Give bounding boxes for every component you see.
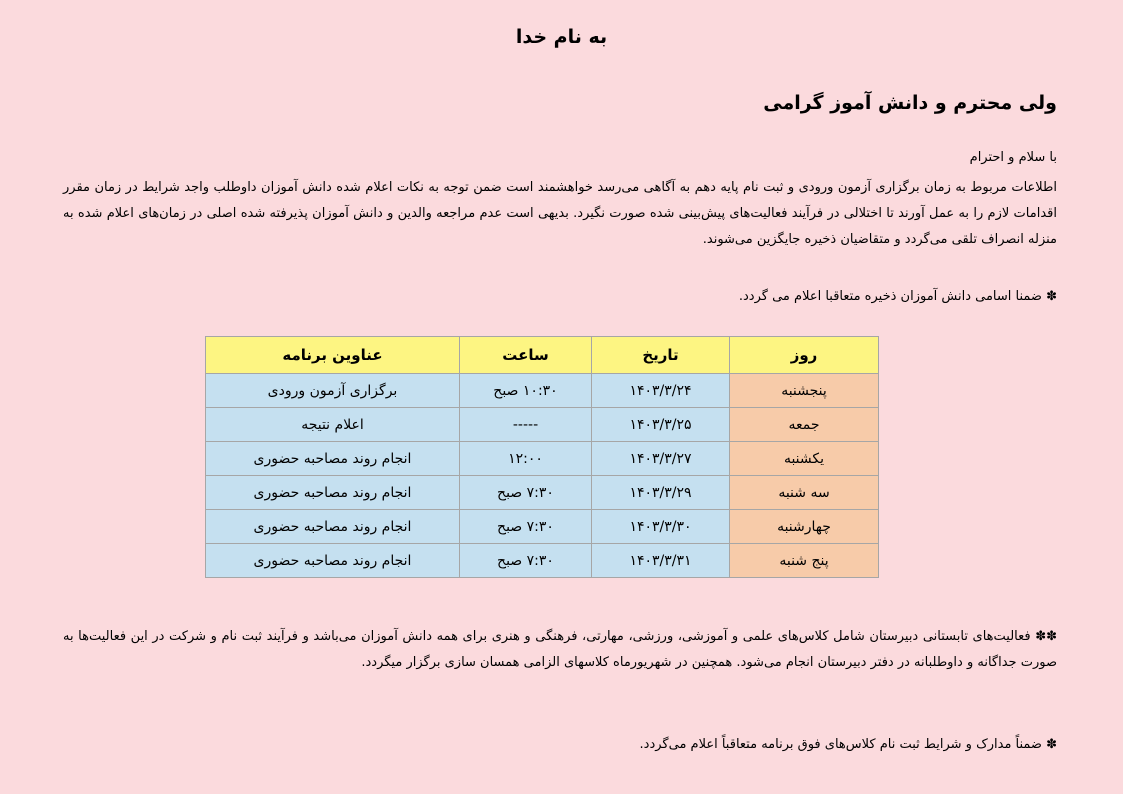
header-time: ساعت: [460, 337, 592, 374]
table-row: [206, 408, 879, 442]
cell-day: پنج شنبه: [730, 544, 879, 578]
table-row: [206, 544, 879, 578]
header-day: روز: [730, 337, 879, 374]
cell-time: ۱۲:۰۰: [460, 442, 592, 476]
cell-day: سه شنبه: [730, 476, 879, 510]
page-title: به نام خدا: [515, 26, 608, 48]
cell-program: انجام روند مصاحبه حضوری: [206, 476, 460, 510]
cell-date: ۱۴۰۳/۳/۳۱: [592, 544, 730, 578]
cell-time: -----: [460, 408, 592, 442]
cell-time: ۱۰:۳۰ صبح: [460, 374, 592, 408]
cell-date: ۱۴۰۳/۳/۲۴: [592, 374, 730, 408]
header-program: عناوین برنامه: [206, 337, 460, 374]
cell-program: اعلام نتیجه: [206, 408, 460, 442]
greeting-text: با سلام و احترام: [969, 150, 1057, 165]
page-subtitle: ولی محترم و دانش آموز گرامی: [763, 92, 1057, 114]
intro-paragraph: اطلاعات مربوط به زمان برگزاری آزمون ورودی و ثبت نام پایه دهم به آگاهی می‌رسد خواهشمند است ضمن توجه به نکات اعلام شده دانش آموزان داوطلب واجد شرایط در زمان مقرر اقدامات لازم را به عمل آورند تا اختلالی در فرآیند فعالیت‌های پیش‌بینی شده صورت نگیرد. بدیهی است عدم مراجعه والدین و دانش آموزان پذیرفته شده اصلی در زمان‌های اعلام شده به منزله انصراف تلقی می‌گردد و متقاضیان ذخیره جایگزین می‌شوند.: [63, 180, 1057, 247]
cell-time: ۷:۳۰ صبح: [460, 476, 592, 510]
cell-day: چهارشنبه: [730, 510, 879, 544]
table-row: [206, 476, 879, 510]
table-row: [206, 510, 879, 544]
cell-day: پنجشنبه: [730, 374, 879, 408]
cell-date: ۱۴۰۳/۳/۲۷: [592, 442, 730, 476]
cell-time: ۷:۳۰ صبح: [460, 510, 592, 544]
table-row: [206, 442, 879, 476]
cell-program: برگزاری آزمون ورودی: [206, 374, 460, 408]
reserve-note: ✽ ضمنا اسامی دانش آموزان ذخیره متعاقبا اعلام می گردد.: [738, 289, 1057, 304]
cell-day: جمعه: [730, 408, 879, 442]
registration-note: ✽ ضمناً مدارک و شرایط ثبت نام کلاس‌های فوق برنامه متعاقباً اعلام می‌گردد.: [639, 737, 1057, 752]
cell-program: انجام روند مصاحبه حضوری: [206, 510, 460, 544]
cell-date: ۱۴۰۳/۳/۳۰: [592, 510, 730, 544]
table-header-row: [206, 337, 879, 374]
schedule-table: [205, 336, 879, 578]
activities-paragraph: ✽✽ فعالیت‌های تابستانی دبیرستان شامل کلاس‌های علمی و آموزشی، ورزشی، مهارتی، فرهنگی و هنری برای همه دانش آموزان می‌باشد و فرآیند ثبت نام و شرکت در این فعالیت‌ها به صورت جداگانه و داوطلبانه در دفتر دبیرستان انجام می‌شود. همچنین در شهریورماه کلاسهای الزامی همسان سازی برگزار میگردد.: [63, 629, 1057, 670]
header-date: تاریخ: [592, 337, 730, 374]
cell-date: ۱۴۰۳/۳/۲۹: [592, 476, 730, 510]
cell-program: انجام روند مصاحبه حضوری: [206, 544, 460, 578]
cell-program: انجام روند مصاحبه حضوری: [206, 442, 460, 476]
cell-day: یکشنبه: [730, 442, 879, 476]
table-row: [206, 374, 879, 408]
cell-time: ۷:۳۰ صبح: [460, 544, 592, 578]
cell-date: ۱۴۰۳/۳/۲۵: [592, 408, 730, 442]
